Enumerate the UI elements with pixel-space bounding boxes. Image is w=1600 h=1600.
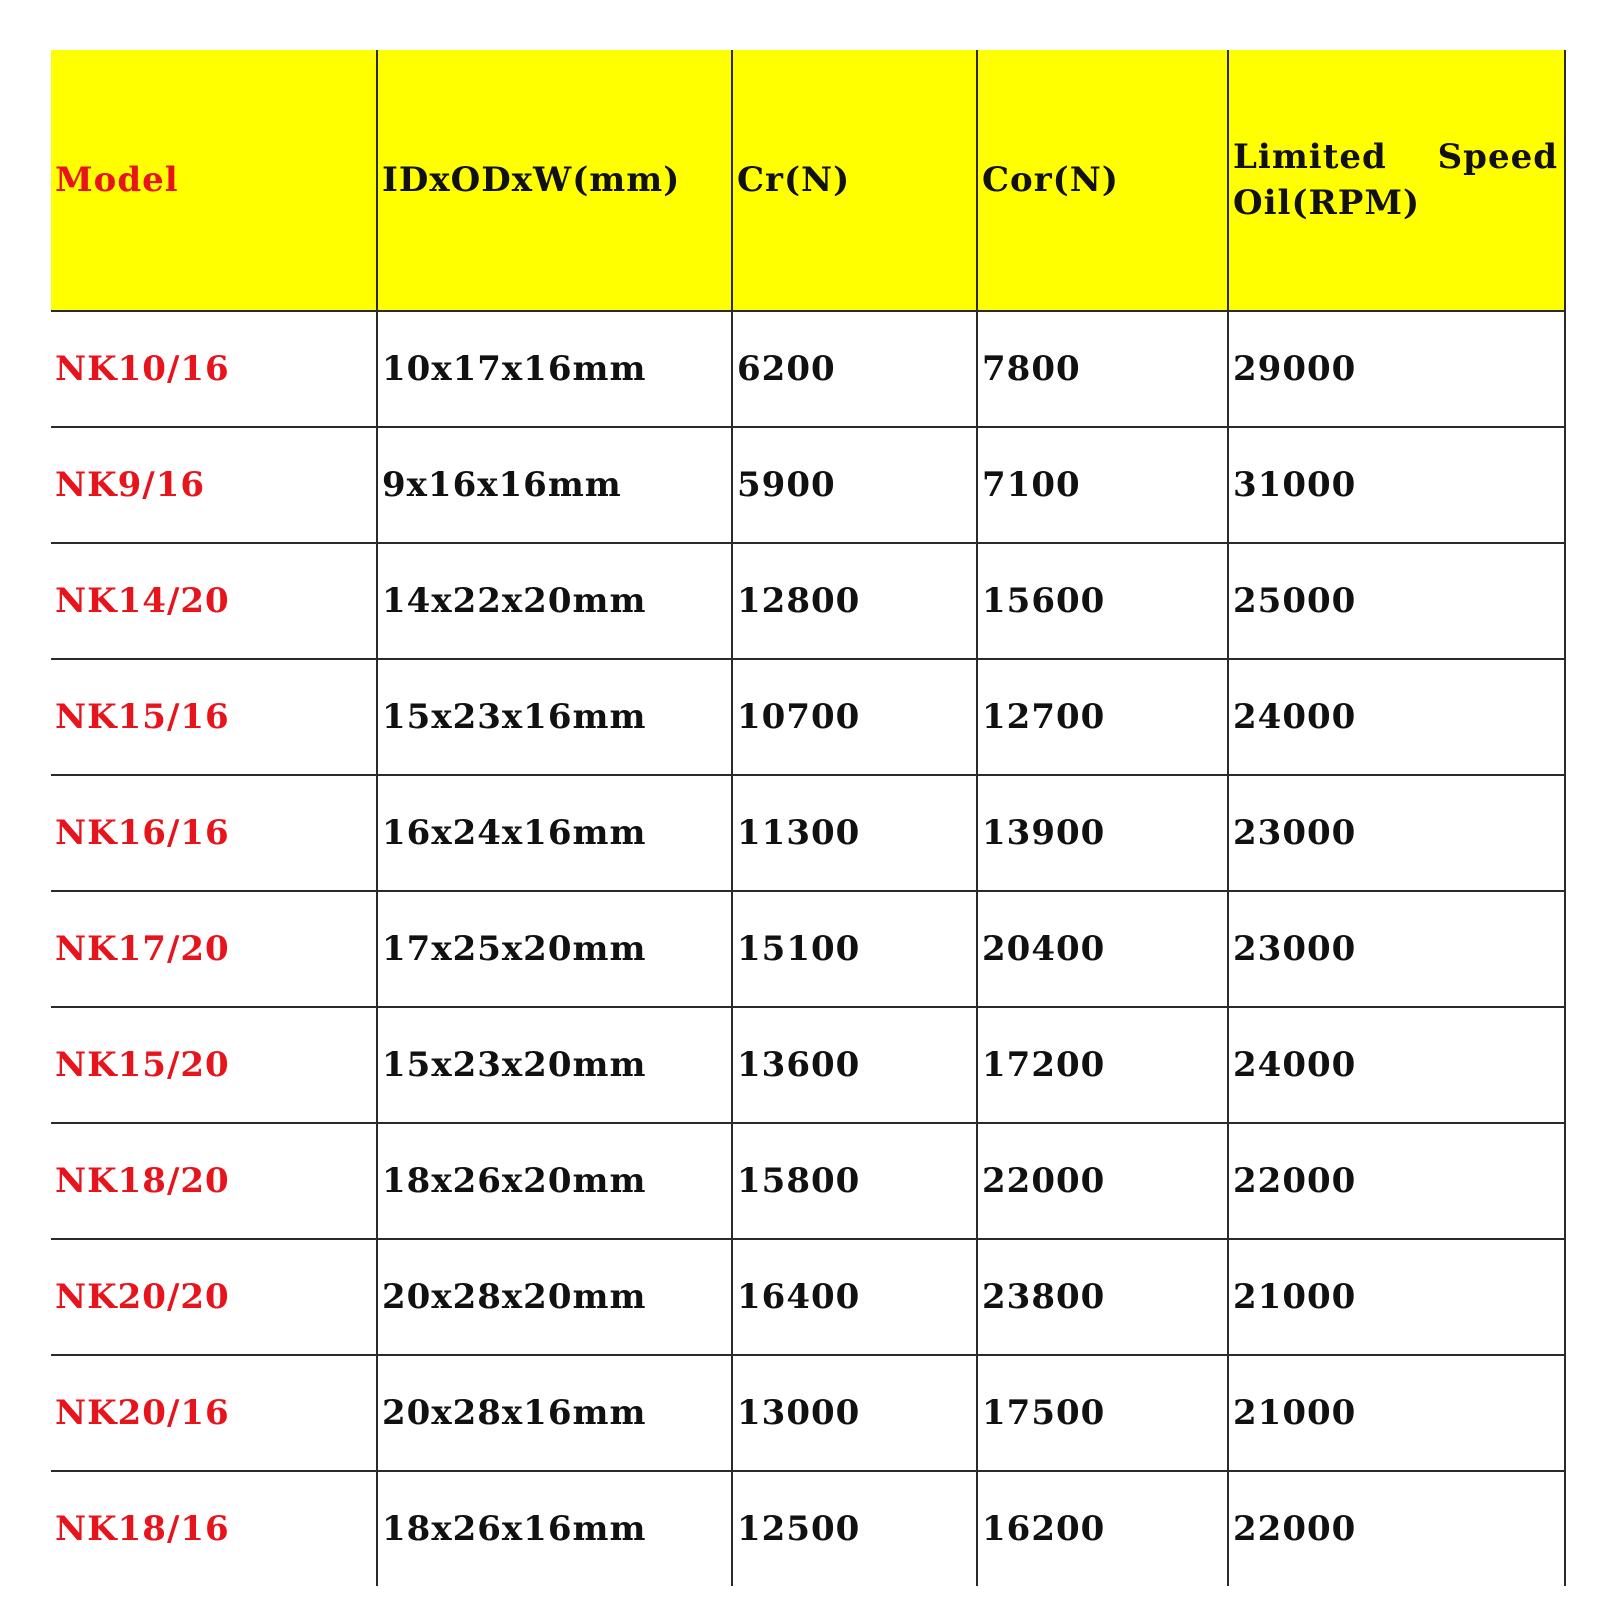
cell-dimensions: 18x26x16mm: [377, 1471, 732, 1586]
header-row: [51, 50, 1565, 311]
cell-model: NK15/16: [51, 659, 377, 775]
cell-cor: 22000: [977, 1123, 1228, 1239]
header-speed-word1: Limited: [1233, 137, 1387, 177]
header-cr: Cr(N): [732, 50, 977, 311]
cell-limited-speed: 22000: [1228, 1123, 1565, 1239]
cell-model: NK17/20: [51, 891, 377, 1007]
cell-cor: 17200: [977, 1007, 1228, 1123]
cell-dimensions: 20x28x16mm: [377, 1355, 732, 1471]
cell-limited-speed: 22000: [1228, 1471, 1565, 1586]
cell-cr: 15800: [732, 1123, 977, 1239]
bearing-spec-table: [51, 50, 1566, 1586]
cell-model: NK16/16: [51, 775, 377, 891]
header-dimensions: IDxODxW(mm): [377, 50, 732, 311]
header-model: Model: [51, 50, 377, 311]
cell-cr: 16400: [732, 1239, 977, 1355]
cell-limited-speed: 31000: [1228, 427, 1565, 543]
cell-cr: 12800: [732, 543, 977, 659]
cell-dimensions: 10x17x16mm: [377, 311, 732, 427]
table-row: [51, 1123, 1565, 1239]
cell-cr: 13600: [732, 1007, 977, 1123]
table-header: [51, 50, 1565, 311]
cell-limited-speed: 23000: [1228, 775, 1565, 891]
table-row: [51, 1007, 1565, 1123]
cell-dimensions: 14x22x20mm: [377, 543, 732, 659]
cell-cor: 13900: [977, 775, 1228, 891]
cell-dimensions: 20x28x20mm: [377, 1239, 732, 1355]
table-row: [51, 1355, 1565, 1471]
cell-cr: 15100: [732, 891, 977, 1007]
cell-cor: 7800: [977, 311, 1228, 427]
header-limited-speed: [1228, 50, 1565, 311]
table-row: [51, 427, 1565, 543]
cell-model: NK18/20: [51, 1123, 377, 1239]
cell-cor: 17500: [977, 1355, 1228, 1471]
cell-model: NK18/16: [51, 1471, 377, 1586]
cell-model: NK10/16: [51, 311, 377, 427]
cell-limited-speed: 29000: [1228, 311, 1565, 427]
table-row: [51, 891, 1565, 1007]
cell-dimensions: 16x24x16mm: [377, 775, 732, 891]
cell-cr: 10700: [732, 659, 977, 775]
cell-cr: 6200: [732, 311, 977, 427]
table-body: [51, 311, 1565, 1586]
cell-limited-speed: 24000: [1228, 1007, 1565, 1123]
cell-model: NK9/16: [51, 427, 377, 543]
cell-cr: 12500: [732, 1471, 977, 1586]
table-row: [51, 659, 1565, 775]
cell-limited-speed: 25000: [1228, 543, 1565, 659]
cell-dimensions: 15x23x16mm: [377, 659, 732, 775]
cell-cor: 12700: [977, 659, 1228, 775]
cell-dimensions: 9x16x16mm: [377, 427, 732, 543]
cell-cr: 13000: [732, 1355, 977, 1471]
header-speed-word3: Oil(RPM): [1233, 183, 1421, 223]
cell-limited-speed: 21000: [1228, 1239, 1565, 1355]
cell-cr: 5900: [732, 427, 977, 543]
cell-cor: 7100: [977, 427, 1228, 543]
cell-dimensions: 18x26x20mm: [377, 1123, 732, 1239]
cell-limited-speed: 24000: [1228, 659, 1565, 775]
cell-dimensions: 17x25x20mm: [377, 891, 732, 1007]
table-row: [51, 1471, 1565, 1586]
table-row: [51, 1239, 1565, 1355]
header-cor: Cor(N): [977, 50, 1228, 311]
table-row: [51, 775, 1565, 891]
cell-cr: 11300: [732, 775, 977, 891]
cell-dimensions: 15x23x20mm: [377, 1007, 732, 1123]
header-speed-line1: [1233, 134, 1560, 180]
cell-model: NK15/20: [51, 1007, 377, 1123]
header-speed-word2: Speed: [1437, 137, 1558, 177]
cell-limited-speed: 21000: [1228, 1355, 1565, 1471]
cell-model: NK20/20: [51, 1239, 377, 1355]
table-row: [51, 311, 1565, 427]
cell-cor: 20400: [977, 891, 1228, 1007]
cell-model: NK20/16: [51, 1355, 377, 1471]
cell-model: NK14/20: [51, 543, 377, 659]
table-row: [51, 543, 1565, 659]
cell-cor: 15600: [977, 543, 1228, 659]
cell-limited-speed: 23000: [1228, 891, 1565, 1007]
cell-cor: 23800: [977, 1239, 1228, 1355]
cell-cor: 16200: [977, 1471, 1228, 1586]
